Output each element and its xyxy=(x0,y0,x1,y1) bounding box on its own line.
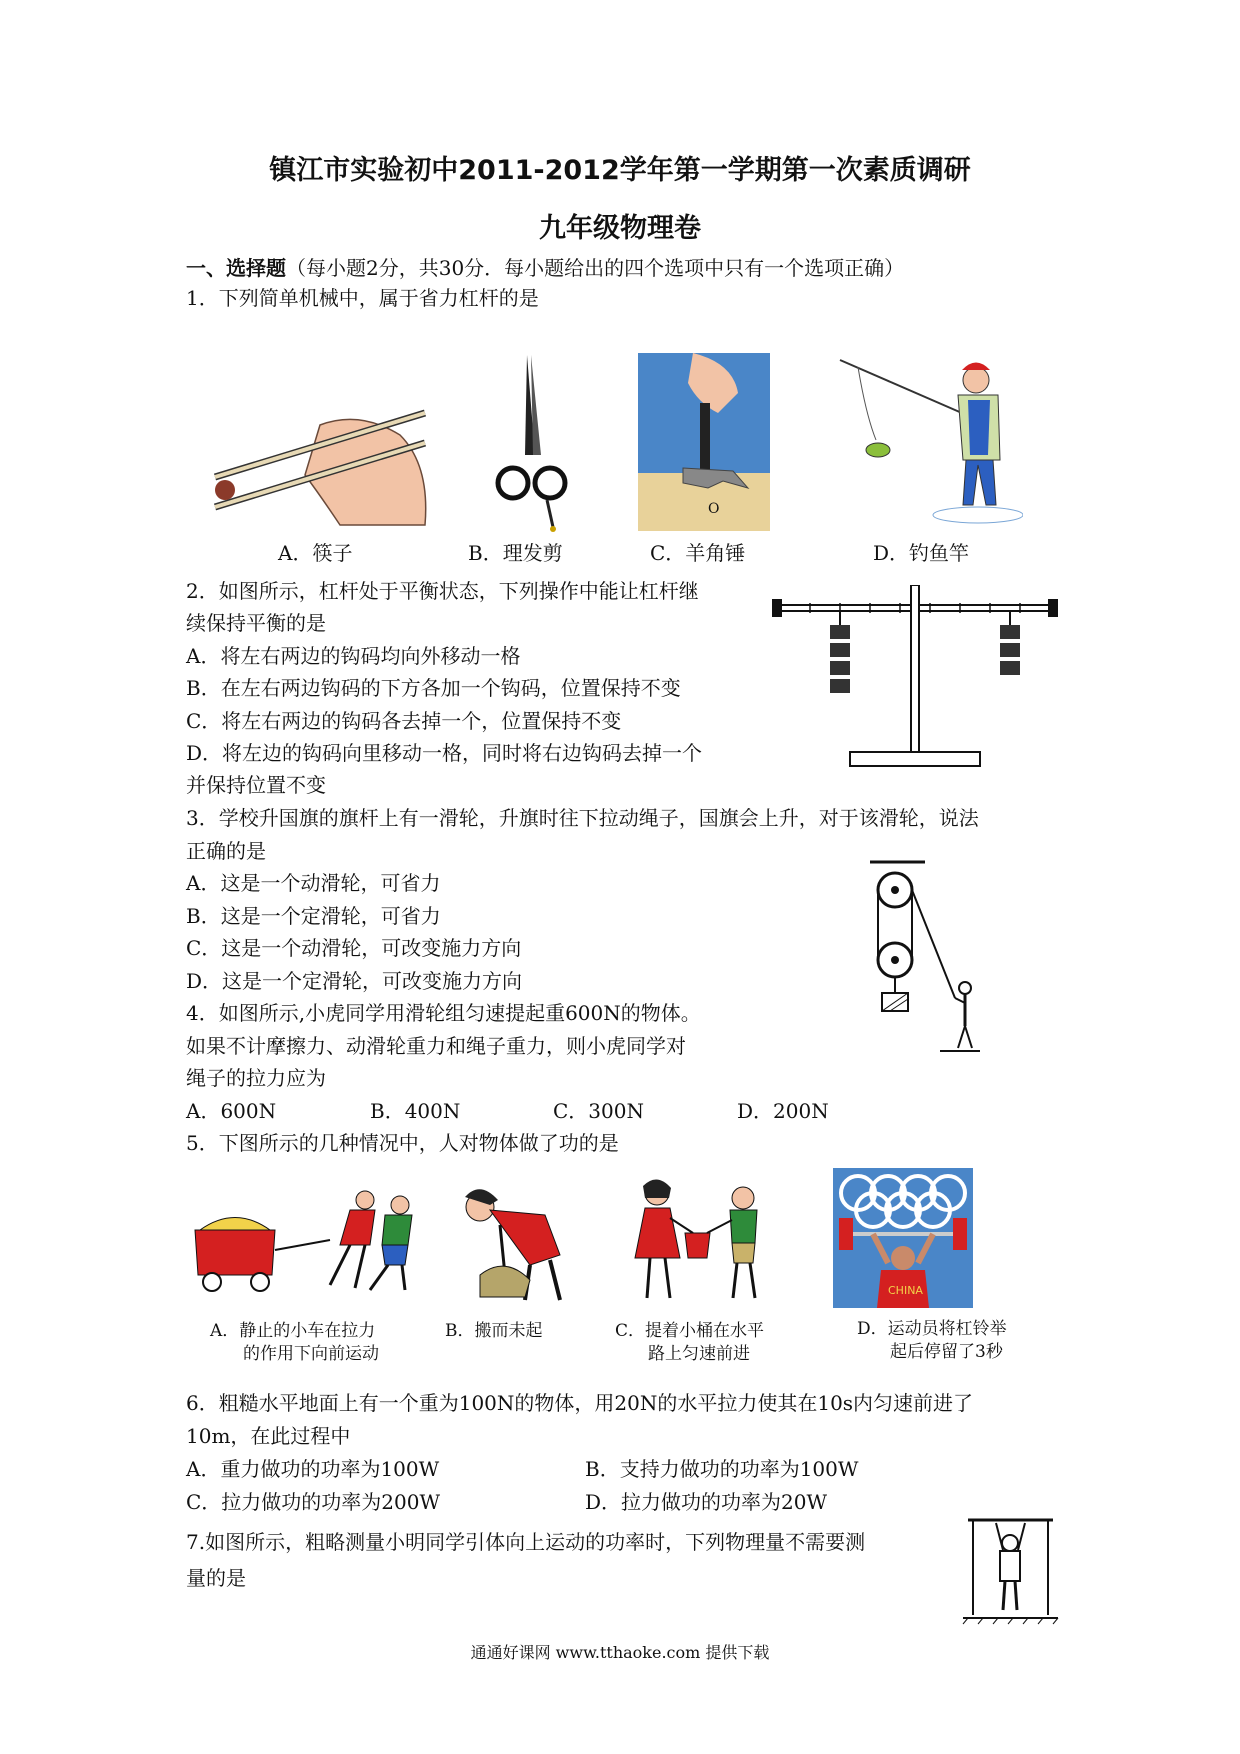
q5-caption-a-line2: 的作用下向前运动 xyxy=(243,1344,379,1364)
scissors-image xyxy=(495,355,570,535)
q4-stem-line1: 4．如图所示,小虎同学用滑轮组匀速提起重600N的物体。 xyxy=(186,1001,701,1025)
q6-option-b: B．支持力做功的功率为100W xyxy=(585,1457,859,1481)
q7-stem-line1: 7.如图所示，粗略测量小明同学引体向上运动的功率时，下列物理量不需要测 xyxy=(186,1530,866,1554)
q4-option-d: D．200N xyxy=(737,1099,829,1123)
q7-stem-line2: 量的是 xyxy=(186,1566,246,1590)
cart-pulling-image xyxy=(190,1190,430,1300)
footer-text: 通通好课网 www.tthaoke.com 提供下载 xyxy=(470,1643,770,1662)
section-note: （每小题2分，共30分．每小题给出的四个选项中只有一个选项正确） xyxy=(286,256,905,280)
lever-balance-image xyxy=(770,585,1060,775)
q4-stem-line2: 如果不计摩擦力、动滑轮重力和绳子重力，则小虎同学对 xyxy=(186,1034,686,1058)
svg-text:O: O xyxy=(708,501,720,517)
q3-option-b: B．这是一个定滑轮，可省力 xyxy=(186,904,441,928)
q2-option-c: C．将左右两边的钩码各去掉一个，位置保持不变 xyxy=(186,709,622,733)
q2-option-d: D．将左边的钩码向里移动一格，同时将右边钩码去掉一个 xyxy=(186,741,703,765)
q4-stem-line3: 绳子的拉力应为 xyxy=(186,1066,326,1090)
q3-stem-line2: 正确的是 xyxy=(186,839,266,863)
page-title: 镇江市实验初中2011-2012学年第一学期第一次素质调研 xyxy=(269,155,971,186)
q5-caption-c-line1: C．提着小桶在水平 xyxy=(615,1321,765,1341)
q2-option-a: A．将左右两边的钩码均向外移动一格 xyxy=(186,644,521,668)
q2-stem-line1: 2．如图所示，杠杆处于平衡状态，下列操作中能让杠杆继 xyxy=(186,579,699,603)
pull-up-image xyxy=(958,1515,1063,1625)
q4-option-c: C．300N xyxy=(553,1099,644,1123)
carrying-bucket-image xyxy=(615,1178,780,1306)
page-subtitle: 九年级物理卷 xyxy=(539,213,701,244)
q3-option-d: D．这是一个定滑轮，可改变施力方向 xyxy=(186,969,523,993)
q5-caption-c-line2: 路上匀速前进 xyxy=(648,1344,750,1364)
lifting-rock-image xyxy=(450,1185,580,1305)
fishing-rod-image xyxy=(838,355,1023,527)
section-heading xyxy=(186,255,904,281)
q1-stem: 1．下列简单机械中，属于省力杠杆的是 xyxy=(186,286,539,310)
q4-option-a: A．600N xyxy=(186,1099,277,1123)
q5-caption-d-line1: D．运动员将杠铃举 xyxy=(857,1319,1007,1339)
q1-option-a: A．筷子 xyxy=(278,541,353,565)
jersey-text: CHINA xyxy=(888,1284,923,1297)
q1-option-d: D．钓鱼竿 xyxy=(873,541,970,565)
q5-stem: 5．下图所示的几种情况中，人对物体做了功的是 xyxy=(186,1131,619,1155)
q2-option-b: B．在左右两边钩码的下方各加一个钩码，位置保持不变 xyxy=(186,676,681,700)
q5-caption-d-line2: 起后停留了3秒 xyxy=(890,1342,1003,1362)
q2-option-d-cont: 并保持位置不变 xyxy=(186,773,326,797)
q4-option-b: B．400N xyxy=(370,1099,461,1123)
q3-option-a: A．这是一个动滑轮，可省力 xyxy=(186,871,441,895)
q1-option-c: C．羊角锤 xyxy=(650,541,746,565)
q6-option-d: D．拉力做功的功率为20W xyxy=(585,1490,828,1514)
pulley-system-image xyxy=(870,858,980,1058)
q3-stem-line1: 3．学校升国旗的旗杆上有一滑轮，升旗时往下拉动绳子，国旗会上升，对于该滑轮，说法 xyxy=(186,806,979,830)
section-title: 一、选择题 xyxy=(186,256,286,280)
q6-stem-line2: 10m，在此过程中 xyxy=(186,1424,351,1448)
q5-caption-a-line1: A．静止的小车在拉力 xyxy=(210,1321,376,1341)
weightlifter-image xyxy=(833,1168,973,1308)
q2-stem-line2: 续保持平衡的是 xyxy=(186,611,326,635)
q6-stem-line1: 6．粗糙水平地面上有一个重为100N的物体，用20N的水平拉力使其在10s内匀速前进了 xyxy=(186,1391,974,1415)
q5-caption-b: B．搬而未起 xyxy=(445,1321,543,1341)
chopsticks-image xyxy=(210,405,435,530)
q6-option-a: A．重力做功的功率为100W xyxy=(186,1457,440,1481)
claw-hammer-image xyxy=(638,353,770,531)
q1-option-b: B．理发剪 xyxy=(468,541,563,565)
q6-option-c: C．拉力做功的功率为200W xyxy=(186,1490,441,1514)
q3-option-c: C．这是一个动滑轮，可改变施力方向 xyxy=(186,936,522,960)
